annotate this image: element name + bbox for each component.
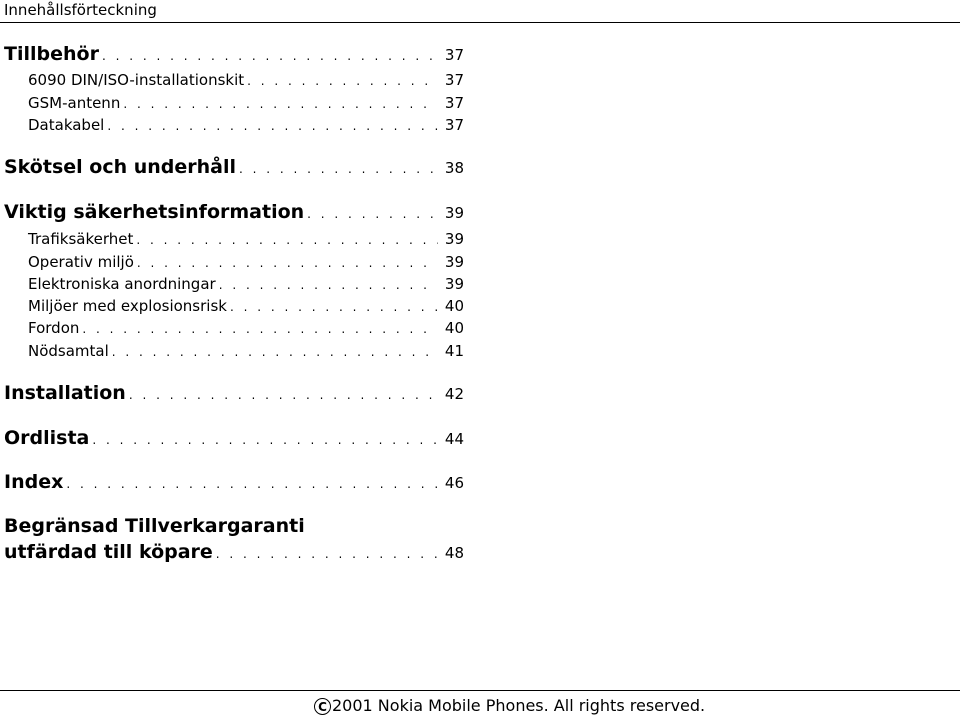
toc-entry-label: Nödsamtal — [28, 342, 109, 360]
toc-entry-viktig[interactable] — [4, 200, 464, 226]
copyright-icon: C — [314, 698, 331, 715]
toc-page-number: 37 — [444, 94, 464, 112]
toc-page-number: 39 — [444, 230, 464, 248]
toc-entry-label: utfärdad till köpare — [4, 541, 213, 563]
toc-entry-label: Fordon — [28, 319, 80, 337]
toc-entry-garanti-line2[interactable] — [4, 540, 464, 566]
toc-page-number: 42 — [444, 385, 464, 403]
toc-entry-trafiksakerhet[interactable] — [28, 229, 464, 250]
dot-leader — [92, 428, 438, 452]
toc-entry-label: Datakabel — [28, 116, 105, 134]
toc-entry-datakabel[interactable] — [28, 115, 464, 136]
toc-entry-nodsamtal[interactable] — [28, 341, 464, 362]
toc-page-number: 44 — [444, 430, 464, 448]
toc-entry-label: Skötsel och underhåll — [4, 156, 237, 178]
dot-leader — [102, 44, 438, 68]
dot-leader — [230, 297, 438, 317]
toc-entry-tillbehor[interactable] — [4, 42, 464, 68]
toc-entry-label: Viktig säkerhetsinformation — [4, 201, 305, 223]
toc-page-number: 37 — [444, 46, 464, 64]
dot-leader — [123, 94, 438, 114]
toc-entry-operativ-miljo[interactable] — [28, 252, 464, 273]
toc-entry-label: Tillbehör — [4, 43, 99, 65]
toc-entry-label: Index — [4, 471, 64, 493]
toc-entry-installationskit[interactable] — [28, 70, 464, 91]
toc-entry-ordlista[interactable] — [4, 426, 464, 452]
toc-entry-label: GSM-antenn — [28, 94, 121, 112]
toc-entry-skotsel[interactable] — [4, 155, 464, 181]
footer-divider — [0, 690, 960, 691]
toc-entry-gsm-antenn[interactable] — [28, 93, 464, 114]
copyright-text: 2001 Nokia Mobile Phones. All rights reserved. — [332, 696, 706, 715]
toc-entry-label: Operativ miljö — [28, 253, 134, 271]
toc-entry-garanti-line1[interactable]: Begränsad Tillverkargaranti — [4, 515, 305, 537]
dot-leader — [239, 157, 438, 181]
copyright-footer — [314, 696, 705, 716]
dot-leader — [219, 275, 438, 295]
dot-leader — [247, 71, 438, 91]
toc-page-number: 39 — [444, 204, 464, 222]
toc-page-number: 37 — [444, 71, 464, 89]
toc-entry-installation[interactable] — [4, 381, 464, 407]
toc-page-number: 39 — [444, 275, 464, 293]
toc-entry-miljoer[interactable] — [28, 296, 464, 317]
dot-leader — [112, 342, 438, 362]
toc-page-number: 41 — [444, 342, 464, 360]
toc-entry-label: Elektroniska anordningar — [28, 275, 216, 293]
toc-entry-label: Ordlista — [4, 427, 90, 449]
toc-page-number: 39 — [444, 253, 464, 271]
dot-leader — [137, 253, 438, 273]
toc-page-number: 46 — [444, 474, 464, 492]
dot-leader — [107, 116, 438, 136]
toc-entry-index[interactable] — [4, 470, 464, 496]
toc-page-number: 38 — [444, 159, 464, 177]
toc-page-number: 48 — [444, 544, 464, 562]
toc-entry-elektroniska[interactable] — [28, 274, 464, 295]
toc-page-number: 40 — [444, 319, 464, 337]
toc-entry-fordon[interactable] — [28, 318, 464, 339]
dot-leader — [129, 383, 438, 407]
dot-leader — [82, 319, 438, 339]
toc-entry-label: 6090 DIN/ISO-installationskit — [28, 71, 245, 89]
toc-page-number: 37 — [444, 116, 464, 134]
toc-entry-label: Trafiksäkerhet — [28, 230, 134, 248]
toc-entry-label: Installation — [4, 382, 126, 404]
dot-leader — [136, 230, 438, 250]
dot-leader — [307, 202, 438, 226]
dot-leader — [216, 542, 438, 566]
dot-leader — [66, 472, 438, 496]
toc-entry-label: Miljöer med explosionsrisk — [28, 297, 227, 315]
page-header-title: Innehållsförteckning — [4, 1, 157, 19]
toc-page-number: 40 — [444, 297, 464, 315]
